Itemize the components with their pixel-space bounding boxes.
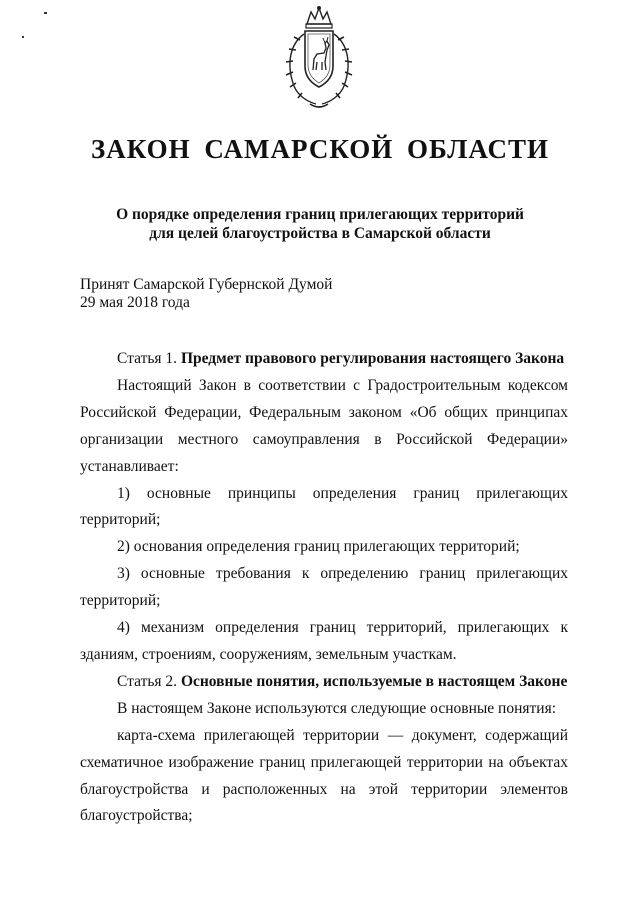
- law-body: [80, 346, 568, 830]
- scan-speck: [22, 36, 24, 38]
- scan-speck: [44, 12, 47, 14]
- article-1-item: 3) основные требования к определению границ прилегающих территорий;: [80, 565, 568, 610]
- article-1-item: 1) основные принципы определения границ прилегающих территорий;: [80, 484, 568, 529]
- article-1-number: Статья 1.: [117, 350, 181, 367]
- law-subtitle-line-2: для целей благоустройства в Самарской области: [149, 225, 491, 242]
- article-1-item: 2) основания определения границ прилегающих территорий;: [117, 538, 520, 556]
- article-2-definition: карта-схема прилегающей территории — документ, содержащий схематичное изображение границ прилегающей территории на объектах благоустройства и расположенных на этой территории элементов благоустройства;: [80, 726, 568, 825]
- law-subtitle: [0, 205, 640, 243]
- article-2-number: Статья 2.: [117, 672, 181, 690]
- law-subtitle-line-1: О порядке определения границ прилегающих территорий: [116, 206, 524, 223]
- article-1-heading: [80, 346, 568, 373]
- adoption-date: 29 мая 2018 года: [80, 294, 190, 311]
- article-2-intro: В настоящем Законе используются следующие основные понятия:: [117, 699, 557, 717]
- article-1-item: 4) механизм определения границ территорий, прилегающих к зданиям, строениям, сооружениям, земельным участкам.: [80, 619, 568, 663]
- adoption-body: Принят Самарской Губернской Думой: [80, 276, 333, 293]
- article-2-title: Основные понятия, используемые в настоящем Законе: [180, 672, 568, 690]
- samara-coat-of-arms-emblem: [280, 4, 358, 112]
- article-1-title: Предмет правового регулирования настоящего Закона: [180, 350, 565, 367]
- adoption-note: [80, 276, 332, 312]
- law-title: ЗАКОН САМАРСКОЙ ОБЛАСТИ: [91, 134, 549, 164]
- article-1-intro: Настоящий Закон в соответствии с Градостроительным кодексом Российской Федерации, Федеральным законом «Об общих принципах организации местного самоуправления в Российской Федерации» устанавливает:: [80, 376, 568, 475]
- article-2-heading: [80, 669, 568, 696]
